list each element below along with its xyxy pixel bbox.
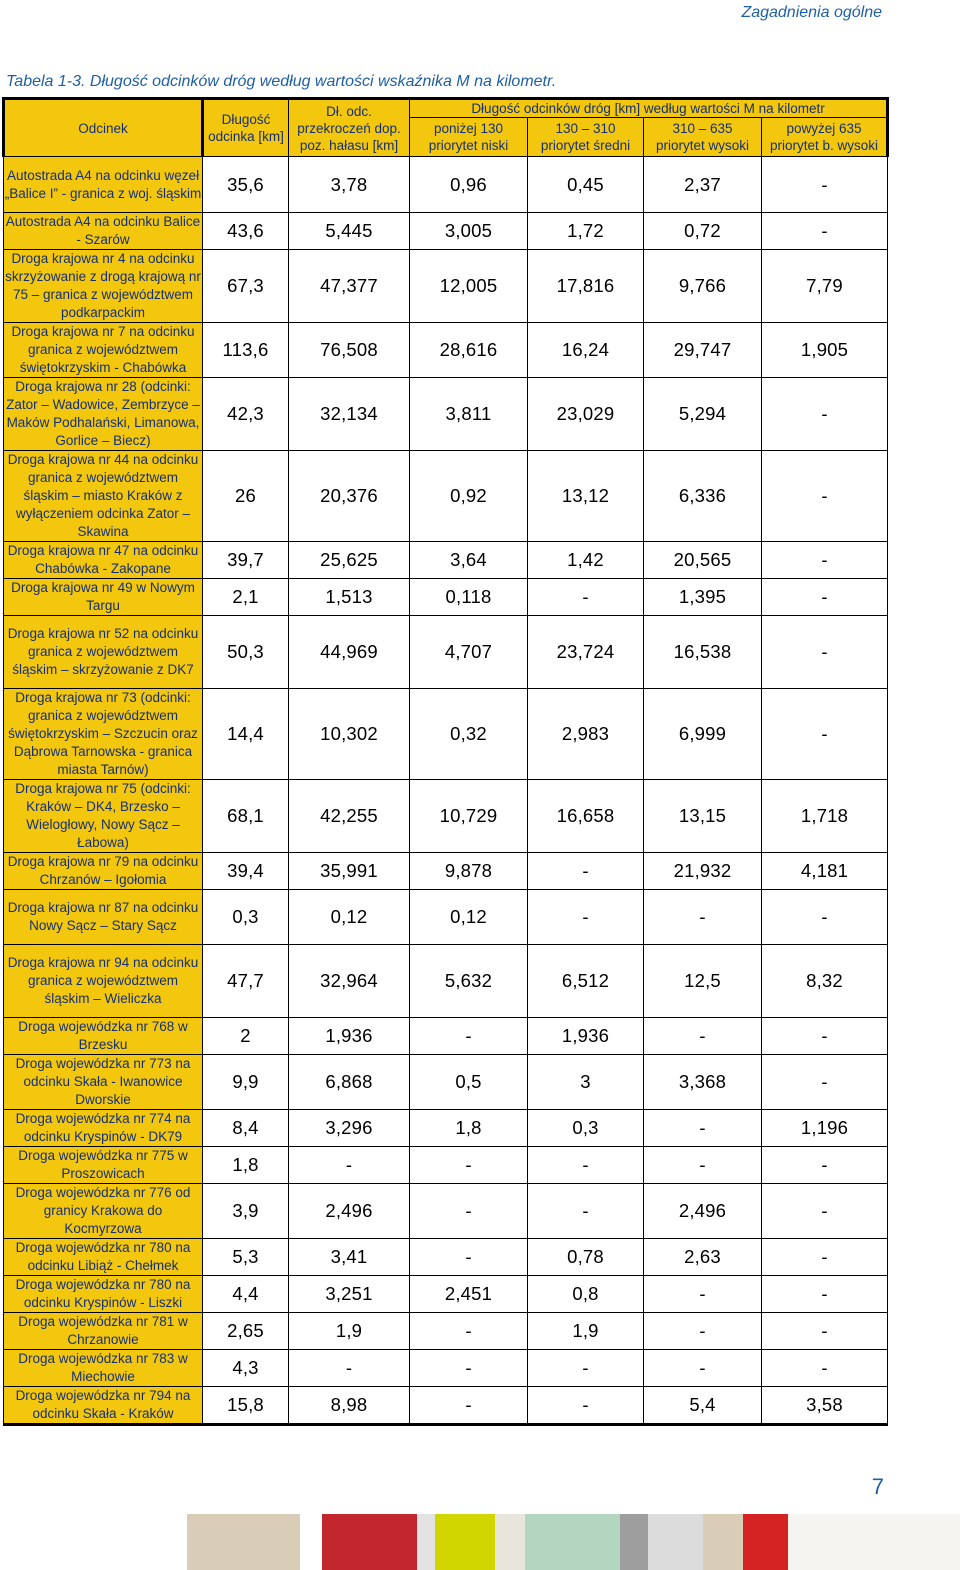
cell-length: 9,9 (203, 1055, 289, 1110)
cell-mid: 17,816 (528, 250, 644, 323)
cell-vhigh: 4,181 (762, 853, 888, 890)
cell-vhigh: - (762, 157, 888, 213)
cell-exceed: 1,936 (289, 1018, 410, 1055)
cell-high: 16,538 (644, 616, 762, 689)
cell-exceed: 32,964 (289, 945, 410, 1018)
cell-exceed: 0,12 (289, 890, 410, 945)
table-row (4, 1147, 888, 1184)
cell-high: 5,4 (644, 1387, 762, 1425)
cell-vhigh: - (762, 579, 888, 616)
footer-color-block (435, 1514, 495, 1570)
cell-exceed: 42,255 (289, 780, 410, 853)
header-noise-exceed: Dł. odc. przekroczeń dop. poz. hałasu [km] (289, 99, 410, 157)
road-section-name: Autostrada A4 na odcinku Balice - Szarów (4, 213, 203, 250)
cell-vhigh: 1,196 (762, 1110, 888, 1147)
cell-exceed: 2,496 (289, 1184, 410, 1239)
cell-vhigh: - (762, 1147, 888, 1184)
cell-high: 1,395 (644, 579, 762, 616)
cell-exceed: 44,969 (289, 616, 410, 689)
cell-vhigh: - (762, 890, 888, 945)
cell-length: 50,3 (203, 616, 289, 689)
header-band-mid: 130 – 310 priorytet średni (528, 118, 644, 157)
cell-low: 3,811 (410, 378, 528, 451)
cell-vhigh: - (762, 1276, 888, 1313)
cell-exceed: 32,134 (289, 378, 410, 451)
cell-exceed: 1,9 (289, 1313, 410, 1350)
cell-length: 2 (203, 1018, 289, 1055)
table-row (4, 542, 888, 579)
cell-low: 0,12 (410, 890, 528, 945)
footer-color-block (743, 1514, 788, 1570)
footer-color-block (703, 1514, 743, 1570)
cell-low: - (410, 1313, 528, 1350)
cell-exceed: 1,513 (289, 579, 410, 616)
cell-mid: - (528, 1350, 644, 1387)
cell-mid: 3 (528, 1055, 644, 1110)
road-section-name: Droga wojewódzka nr 774 na odcinku Kryspinów - DK79 (4, 1110, 203, 1147)
cell-length: 39,7 (203, 542, 289, 579)
cell-exceed: 10,302 (289, 689, 410, 780)
cell-low: - (410, 1147, 528, 1184)
cell-vhigh: - (762, 1313, 888, 1350)
table-row (4, 1387, 888, 1425)
cell-low: - (410, 1350, 528, 1387)
road-section-name: Droga krajowa nr 49 w Nowym Targu (4, 579, 203, 616)
cell-mid: 0,78 (528, 1239, 644, 1276)
cell-low: 0,96 (410, 157, 528, 213)
road-section-name: Droga krajowa nr 75 (odcinki: Kraków – DK4, Brzesko – Wielogłowy, Nowy Sącz – Łabowa) (4, 780, 203, 853)
cell-length: 2,1 (203, 579, 289, 616)
cell-length: 14,4 (203, 689, 289, 780)
cell-high: 2,496 (644, 1184, 762, 1239)
cell-mid: 23,724 (528, 616, 644, 689)
road-section-name: Droga krajowa nr 7 na odcinku granica z województwem świętokrzyskim - Chabówka (4, 323, 203, 378)
cell-length: 15,8 (203, 1387, 289, 1425)
table-row (4, 157, 888, 213)
table-row (4, 853, 888, 890)
cell-low: 28,616 (410, 323, 528, 378)
cell-exceed: 25,625 (289, 542, 410, 579)
cell-low: 3,64 (410, 542, 528, 579)
cell-low: - (410, 1184, 528, 1239)
cell-high: 2,37 (644, 157, 762, 213)
cell-high: 13,15 (644, 780, 762, 853)
cell-length: 0,3 (203, 890, 289, 945)
table-row (4, 1313, 888, 1350)
cell-mid: 0,8 (528, 1276, 644, 1313)
road-section-name: Droga wojewódzka nr 781 w Chrzanowie (4, 1313, 203, 1350)
cell-vhigh: - (762, 1055, 888, 1110)
cell-low: 2,451 (410, 1276, 528, 1313)
cell-vhigh: 1,905 (762, 323, 888, 378)
cell-length: 68,1 (203, 780, 289, 853)
road-section-name: Droga wojewódzka nr 780 na odcinku Libiąż - Chełmek (4, 1239, 203, 1276)
cell-mid: 16,658 (528, 780, 644, 853)
cell-mid: 16,24 (528, 323, 644, 378)
cell-vhigh: - (762, 1350, 888, 1387)
cell-low: 4,707 (410, 616, 528, 689)
cell-length: 3,9 (203, 1184, 289, 1239)
cell-high: - (644, 1018, 762, 1055)
cell-vhigh: 3,58 (762, 1387, 888, 1425)
table-row (4, 945, 888, 1018)
table-body (4, 157, 888, 1425)
cell-mid: 13,12 (528, 451, 644, 542)
table-row (4, 579, 888, 616)
cell-length: 35,6 (203, 157, 289, 213)
cell-exceed: 20,376 (289, 451, 410, 542)
cell-mid: 1,42 (528, 542, 644, 579)
cell-exceed: 6,868 (289, 1055, 410, 1110)
cell-high: 2,63 (644, 1239, 762, 1276)
cell-high: - (644, 1147, 762, 1184)
cell-length: 113,6 (203, 323, 289, 378)
cell-high: 6,336 (644, 451, 762, 542)
cell-vhigh: 8,32 (762, 945, 888, 1018)
table-row (4, 1184, 888, 1239)
cell-vhigh: - (762, 616, 888, 689)
cell-vhigh: - (762, 451, 888, 542)
cell-high: - (644, 1313, 762, 1350)
cell-low: 10,729 (410, 780, 528, 853)
cell-vhigh: - (762, 1239, 888, 1276)
cell-vhigh: - (762, 213, 888, 250)
cell-vhigh: - (762, 1184, 888, 1239)
cell-high: - (644, 1276, 762, 1313)
footer-color-block (620, 1514, 648, 1570)
cell-length: 47,7 (203, 945, 289, 1018)
footer-color-band (187, 1514, 960, 1570)
table-row (4, 1276, 888, 1313)
road-section-name: Droga krajowa nr 52 na odcinku granica z województwem śląskim – skrzyżowanie z DK7 (4, 616, 203, 689)
road-section-name: Droga krajowa nr 94 na odcinku granica z województwem śląskim – Wieliczka (4, 945, 203, 1018)
cell-low: 3,005 (410, 213, 528, 250)
cell-exceed: - (289, 1350, 410, 1387)
footer-color-block (648, 1514, 703, 1570)
road-section-name: Droga krajowa nr 28 (odcinki: Zator – Wadowice, Zembrzyce – Maków Podhalański, Limanowa, Gorlice – Biecz) (4, 378, 203, 451)
cell-exceed: - (289, 1147, 410, 1184)
header-section: Odcinek (4, 99, 203, 157)
road-section-name: Droga wojewódzka nr 773 na odcinku Skała - Iwanowice Dworskie (4, 1055, 203, 1110)
cell-low: - (410, 1387, 528, 1425)
header-band-very-high: powyżej 635 priorytet b. wysoki (762, 118, 888, 157)
cell-low: 1,8 (410, 1110, 528, 1147)
header-m-group: Długość odcinków dróg [km] według wartości M na kilometr (410, 99, 888, 118)
cell-low: 0,118 (410, 579, 528, 616)
cell-length: 43,6 (203, 213, 289, 250)
cell-high: 29,747 (644, 323, 762, 378)
cell-low: - (410, 1239, 528, 1276)
road-section-name: Droga krajowa nr 79 na odcinku Chrzanów – Igołomia (4, 853, 203, 890)
cell-high: 21,932 (644, 853, 762, 890)
cell-mid: 6,512 (528, 945, 644, 1018)
cell-length: 8,4 (203, 1110, 289, 1147)
road-section-table (2, 97, 889, 1426)
table-row (4, 213, 888, 250)
cell-exceed: 76,508 (289, 323, 410, 378)
cell-exceed: 3,251 (289, 1276, 410, 1313)
footer-color-block (322, 1514, 417, 1570)
cell-vhigh: 1,718 (762, 780, 888, 853)
cell-vhigh: - (762, 1018, 888, 1055)
cell-mid: - (528, 579, 644, 616)
road-section-name: Droga krajowa nr 87 na odcinku Nowy Sącz – Stary Sącz (4, 890, 203, 945)
table-row (4, 780, 888, 853)
road-section-name: Droga krajowa nr 73 (odcinki: granica z województwem świętokrzyskim – Szczucin oraz Dąbrowa Tarnowska - granica miasta Tarnów) (4, 689, 203, 780)
cell-length: 5,3 (203, 1239, 289, 1276)
cell-exceed: 3,296 (289, 1110, 410, 1147)
cell-mid: 0,45 (528, 157, 644, 213)
cell-mid: 1,9 (528, 1313, 644, 1350)
table-row (4, 378, 888, 451)
cell-mid: 0,3 (528, 1110, 644, 1147)
table-row (4, 689, 888, 780)
footer-color-block (495, 1514, 525, 1570)
cell-mid: - (528, 1387, 644, 1425)
cell-exceed: 3,41 (289, 1239, 410, 1276)
cell-length: 4,3 (203, 1350, 289, 1387)
cell-length: 26 (203, 451, 289, 542)
cell-exceed: 3,78 (289, 157, 410, 213)
cell-mid: 23,029 (528, 378, 644, 451)
cell-low: 0,32 (410, 689, 528, 780)
road-section-name: Droga krajowa nr 4 na odcinku skrzyżowanie z drogą krajową nr 75 – granica z województwem podkarpackim (4, 250, 203, 323)
cell-high: 12,5 (644, 945, 762, 1018)
cell-mid: - (528, 890, 644, 945)
cell-mid: 1,72 (528, 213, 644, 250)
footer-color-block (788, 1514, 960, 1570)
table-row (4, 451, 888, 542)
cell-low: 0,5 (410, 1055, 528, 1110)
running-head: Zagadnienia ogólne (741, 4, 882, 21)
cell-exceed: 8,98 (289, 1387, 410, 1425)
table-caption: Tabela 1-3. Długość odcinków dróg według wartości wskaźnika M na kilometr. (6, 73, 557, 90)
footer-color-block (525, 1514, 620, 1570)
road-section-name: Droga wojewódzka nr 780 na odcinku Kryspinów - Liszki (4, 1276, 203, 1313)
road-section-name: Droga wojewódzka nr 794 na odcinku Skała - Kraków (4, 1387, 203, 1425)
cell-vhigh: - (762, 542, 888, 579)
road-section-name: Autostrada A4 na odcinku węzeł „Balice I” - granica z woj. śląskim (4, 157, 203, 213)
cell-exceed: 5,445 (289, 213, 410, 250)
road-section-name: Droga wojewódzka nr 768 w Brzesku (4, 1018, 203, 1055)
cell-length: 1,8 (203, 1147, 289, 1184)
road-section-name: Droga krajowa nr 44 na odcinku granica z województwem śląskim – miasto Kraków z wyłączeniem odcinka Zator – Skawina (4, 451, 203, 542)
table-row (4, 250, 888, 323)
cell-length: 4,4 (203, 1276, 289, 1313)
footer-color-block (417, 1514, 435, 1570)
cell-length: 2,65 (203, 1313, 289, 1350)
road-section-name: Droga wojewódzka nr 783 w Miechowie (4, 1350, 203, 1387)
cell-high: - (644, 1350, 762, 1387)
table-row (4, 1055, 888, 1110)
cell-vhigh: - (762, 689, 888, 780)
table-row (4, 1110, 888, 1147)
cell-length: 67,3 (203, 250, 289, 323)
table-row (4, 1350, 888, 1387)
cell-mid: 1,936 (528, 1018, 644, 1055)
cell-mid: - (528, 1147, 644, 1184)
cell-low: 12,005 (410, 250, 528, 323)
cell-high: 5,294 (644, 378, 762, 451)
cell-high: 3,368 (644, 1055, 762, 1110)
cell-high: 6,999 (644, 689, 762, 780)
cell-mid: 2,983 (528, 689, 644, 780)
cell-vhigh: - (762, 378, 888, 451)
cell-vhigh: 7,79 (762, 250, 888, 323)
table-row (4, 323, 888, 378)
cell-length: 39,4 (203, 853, 289, 890)
cell-low: - (410, 1018, 528, 1055)
table-row (4, 1239, 888, 1276)
table-row (4, 890, 888, 945)
footer-color-block (187, 1514, 300, 1570)
cell-exceed: 35,991 (289, 853, 410, 890)
cell-low: 9,878 (410, 853, 528, 890)
cell-mid: - (528, 1184, 644, 1239)
page-number: 7 (871, 1474, 884, 1499)
table-row (4, 1018, 888, 1055)
cell-mid: - (528, 853, 644, 890)
cell-length: 42,3 (203, 378, 289, 451)
cell-high: - (644, 890, 762, 945)
cell-high: - (644, 1110, 762, 1147)
cell-low: 5,632 (410, 945, 528, 1018)
header-length: Długość odcinka [km] (203, 99, 289, 157)
header-band-high: 310 – 635 priorytet wysoki (644, 118, 762, 157)
cell-high: 0,72 (644, 213, 762, 250)
road-section-name: Droga wojewódzka nr 776 od granicy Krakowa do Kocmyrzowa (4, 1184, 203, 1239)
cell-low: 0,92 (410, 451, 528, 542)
cell-exceed: 47,377 (289, 250, 410, 323)
road-section-name: Droga krajowa nr 47 na odcinku Chabówka - Zakopane (4, 542, 203, 579)
road-section-name: Droga wojewódzka nr 775 w Proszowicach (4, 1147, 203, 1184)
header-band-low: poniżej 130 priorytet niski (410, 118, 528, 157)
table-row (4, 616, 888, 689)
cell-high: 9,766 (644, 250, 762, 323)
cell-high: 20,565 (644, 542, 762, 579)
footer-color-block (300, 1514, 322, 1570)
